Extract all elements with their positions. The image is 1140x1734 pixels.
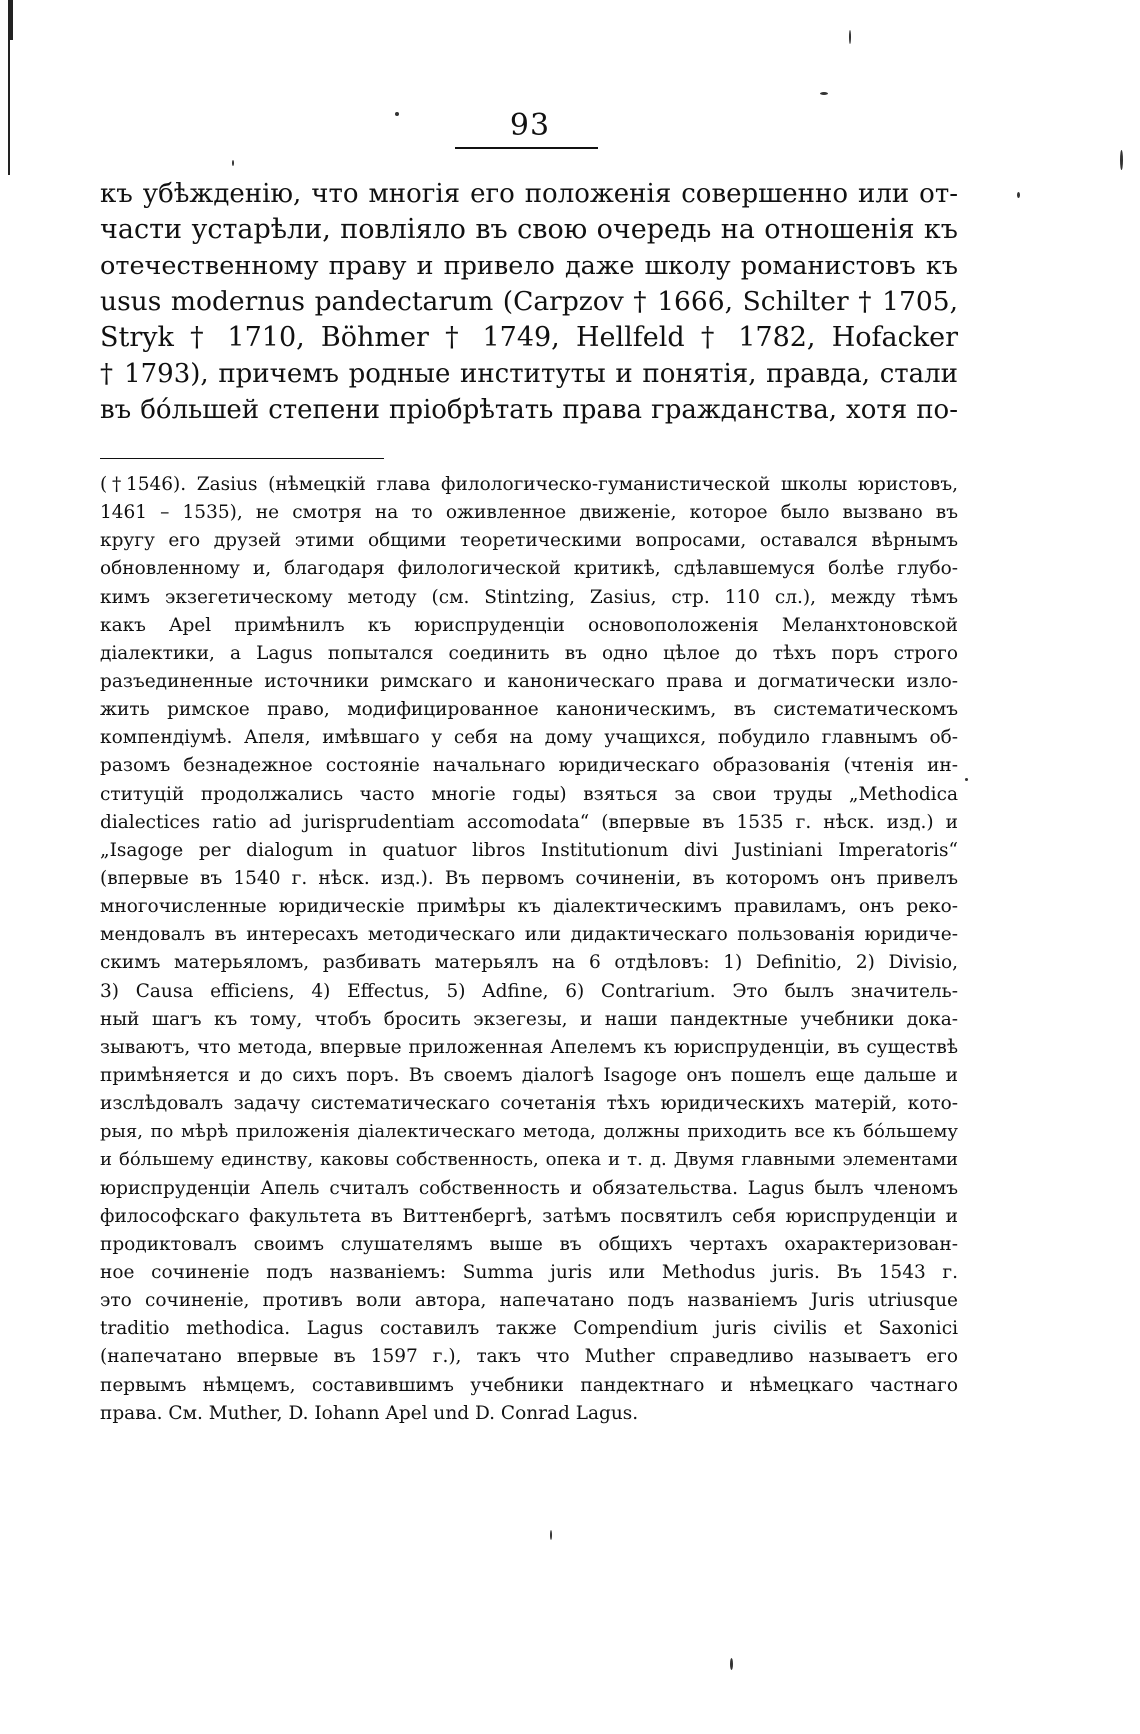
text-line: къ убѣжденію, что многія его положенія совершенно или от- — [100, 179, 958, 209]
footnote-line: 1461 – 1535), не смотря на то оживленное движеніе, которое было вызвано въ — [100, 502, 958, 524]
scan-speck — [849, 30, 851, 44]
scan-speck — [965, 778, 968, 781]
footnote-line: и бо́льшему единству, каковы собственность, опека и т. д. Двумя главными элементами — [100, 1149, 958, 1171]
footnote-line: обновленному и, благодаря филологической критикѣ, сдѣлавшемуся болѣе глубо- — [100, 558, 958, 580]
footnote-line: жить римское право, модифицированное каноническимъ, въ систематическомъ — [100, 699, 958, 721]
footnote-line: ституцій продолжались часто многіе годы) взяться за свои труды „Methodica — [100, 783, 958, 805]
scan-speck — [1120, 150, 1123, 170]
footnote-separator — [100, 458, 384, 459]
footnote-line: (напечатано впервые въ 1597 г.), такъ что Muther справедливо называетъ его — [100, 1346, 958, 1368]
scan-speck — [550, 1530, 552, 1540]
page-number: 93 — [509, 108, 551, 143]
footnote-line: кругу его друзей этими общими теоретическими вопросами, оставался вѣрнымъ — [100, 530, 958, 552]
footnote-line: философскаго факультета въ Виттенбергѣ, затѣмъ посвятилъ себя юриспруденціи и — [100, 1205, 958, 1227]
footnote-line: „Isagoge per dialogum in quatuor libros Institutionum divi Justiniani Imperatoris“ — [100, 839, 958, 861]
text-line: части устарѣли, повліяло въ свою очередь на отношенія къ — [100, 214, 958, 245]
footnote-line: (впервые въ 1540 г. нѣск. изд.). Въ первомъ сочиненіи, въ которомъ онъ привелъ — [100, 867, 958, 889]
main-text — [100, 176, 958, 428]
footnote-line: юриспруденціи Апель считалъ собственность и обязательства. Lagus былъ членомъ — [100, 1177, 958, 1199]
footnote-line: права. См. Muther, D. Iohann Apel und D. Conrad Lagus. — [100, 1402, 639, 1424]
scan-speck — [395, 112, 399, 116]
text-line: usus modernus pandectarum (Carpzov † 1666, Schilter † 1705, — [100, 286, 958, 317]
footnote-line: traditio methodica. Lagus составилъ также Compendium juris civilis et Saxonici — [100, 1318, 958, 1340]
scan-speck — [232, 160, 234, 166]
footnote-line: компендіумѣ. Апеля, имѣвшаго у себя на дому учащихся, побудило главнымъ об- — [100, 727, 958, 749]
footnote-line: примѣняется и до сихъ поръ. Въ своемъ діалогѣ Isagoge онъ пошелъ еще дальше и — [100, 1064, 958, 1086]
footnote-line: скимъ матерьяломъ, разбивать матерьялъ на 6 отдѣловъ: 1) Definitio, 2) Divisio, — [100, 952, 958, 974]
footnote-line: кимъ экзегетическому методу (см. Stintzing, Zasius, стр. 110 сл.), между тѣмъ — [100, 586, 958, 608]
footnote-line: первымъ нѣмцемъ, составившимъ учебники пандектнаго и нѣмецкаго частнаго — [100, 1374, 958, 1396]
text-line: Stryk † 1710, Böhmer † 1749, Hellfeld † 1782, Hofacker — [100, 322, 958, 353]
text-line: отечественному праву и привело даже школу романистовъ къ — [100, 251, 958, 281]
footnote-line: ное сочиненіе подъ названіемъ: Summa juris или Methodus juris. Въ 1543 г. — [100, 1261, 958, 1283]
text-line: въ бо́льшей степени пріобрѣтать права гражданства, хотя по- — [100, 395, 958, 425]
footnote-line: какъ Apel примѣнилъ къ юриспруденціи основоположенія Меланхтоновской — [100, 614, 958, 636]
footnote-line: рыя, по мѣрѣ приложенія діалектическаго метода, должны приходить все къ бо́льшему — [100, 1121, 958, 1143]
footnote-line: изслѣдовалъ задачу систематическаго сочетанія тѣхъ юридическихъ матерій, кото- — [100, 1093, 958, 1115]
footnote-line: (†1546). Zasius (нѣмецкій глава филологическо-гуманистической школы юристовъ, — [100, 474, 958, 495]
footnote-line: діалектики, а Lagus попытался соединить въ одно цѣлое до тѣхъ поръ строго — [100, 642, 958, 664]
scan-speck — [730, 1658, 733, 1670]
footnote-line: разомъ безнадежное состояніе начальнаго юридическаго образованія (чтенія ин- — [100, 755, 958, 777]
footnote-line: ный шагъ къ тому, чтобъ бросить экзегезы, и наши пандектные учебники дока- — [100, 1008, 958, 1030]
scan-speck — [820, 92, 828, 95]
text-line: † 1793), причемъ родные институты и понятія, правда, стали — [100, 359, 958, 389]
footnote-line: многочисленные юридическіе примѣры къ діалектическимъ правиламъ, онъ реко- — [100, 896, 958, 918]
footnote-line: мендовалъ въ интересахъ методическаго или дидактическаго пользованія юридиче- — [100, 924, 958, 946]
footnote-line: 3) Causa efficiens, 4) Effectus, 5) Adfine, 6) Contrarium. Это былъ значитель- — [100, 980, 958, 1002]
page-edge-mark — [10, 0, 13, 40]
footnote-line: разъединенные источники римскаго и каноническаго права и догматически изло- — [100, 670, 958, 692]
footnote-line: продиктовалъ своимъ слушателямъ выше въ общихъ чертахъ охарактеризован- — [100, 1233, 958, 1255]
footnote — [100, 471, 958, 1428]
footnote-line: зываютъ, что метода, впервые приложенная Апелемъ къ юриспруденціи, въ существѣ — [100, 1036, 958, 1058]
footnote-line: dialectices ratio ad jurisprudentiam accomodata“ (впервые въ 1535 г. нѣск. изд.) и — [100, 811, 958, 833]
footnote-line: это сочиненіе, противъ воли автора, напечатано подъ названіемъ Juris utriusque — [100, 1290, 958, 1312]
page-number-rule — [455, 147, 598, 149]
scan-speck — [1017, 192, 1020, 198]
